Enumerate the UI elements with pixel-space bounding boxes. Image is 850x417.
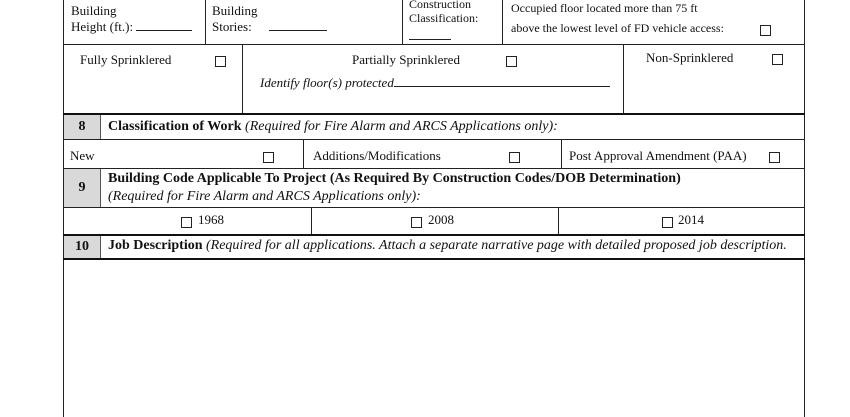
occupied-floor-checkbox[interactable]: [760, 25, 771, 36]
building-height-field[interactable]: [136, 30, 192, 31]
section-9-note: (Required for Fire Alarm and ARCS Applications only):: [108, 189, 421, 204]
building-stories-field[interactable]: [269, 30, 327, 31]
row-line: [63, 139, 805, 140]
new-label: New: [70, 148, 95, 163]
occupied-floor-label-2: above the lowest level of FD vehicle access:: [511, 21, 724, 35]
divider: [558, 208, 559, 234]
identify-floors-field[interactable]: [394, 86, 610, 87]
building-stories-label-2: Stories:: [212, 20, 327, 35]
code-2014-checkbox[interactable]: [662, 217, 673, 228]
code-1968-label: 1968: [198, 212, 224, 227]
identify-floors-label: Identify floor(s) protected: [260, 76, 610, 91]
new-checkbox[interactable]: [263, 152, 274, 163]
row-line: [63, 234, 805, 236]
divider: [502, 0, 503, 44]
row-line: [63, 207, 805, 208]
paa-label: Post Approval Amendment (PAA): [569, 148, 747, 163]
code-2008-label: 2008: [428, 212, 454, 227]
building-height-label-2: Height (ft.):: [71, 20, 192, 35]
divider: [623, 44, 624, 113]
non-sprinklered-label: Non-Sprinklered: [646, 50, 734, 65]
code-1968-checkbox[interactable]: [181, 217, 192, 228]
construction-label-2: Classification:: [409, 11, 479, 25]
divider: [205, 0, 206, 44]
section-9-title: Building Code Applicable To Project (As Required By Construction Codes/DOB Determination): [108, 171, 681, 186]
partially-sprinklered-checkbox[interactable]: [506, 56, 517, 67]
non-sprinklered-checkbox[interactable]: [772, 54, 783, 65]
section-10-title: Job Description (Required for all applications. Attach a separate narrative page with detailed proposed job description.: [108, 238, 787, 253]
divider: [242, 44, 243, 113]
divider: [311, 208, 312, 234]
paa-checkbox[interactable]: [769, 152, 780, 163]
construction-field[interactable]: [409, 27, 451, 45]
section-9-number: 9: [64, 169, 101, 207]
row-line: [63, 113, 805, 115]
divider: [303, 140, 304, 168]
row-line: [63, 168, 805, 169]
divider: [402, 0, 403, 44]
job-description-textarea[interactable]: [64, 260, 804, 417]
partially-sprinklered-label: Partially Sprinklered: [352, 52, 460, 67]
construction-label: Construction: [409, 0, 471, 11]
building-stories-label: Building: [212, 3, 258, 18]
additions-checkbox[interactable]: [509, 152, 520, 163]
divider: [561, 140, 562, 168]
right-border: [804, 0, 805, 417]
fully-sprinklered-checkbox[interactable]: [215, 56, 226, 67]
fully-sprinklered-label: Fully Sprinklered: [80, 52, 172, 67]
additions-label: Additions/Modifications: [313, 148, 441, 163]
code-2014-label: 2014: [678, 212, 704, 227]
occupied-floor-label: Occupied floor located more than 75 ft: [511, 1, 698, 15]
section-8-title: Classification of Work (Required for Fire Alarm and ARCS Applications only):: [108, 119, 558, 134]
building-height-label: Building: [71, 3, 117, 18]
section-10-number: 10: [64, 236, 101, 258]
section-8-number: 8: [64, 115, 101, 139]
code-2008-checkbox[interactable]: [411, 217, 422, 228]
